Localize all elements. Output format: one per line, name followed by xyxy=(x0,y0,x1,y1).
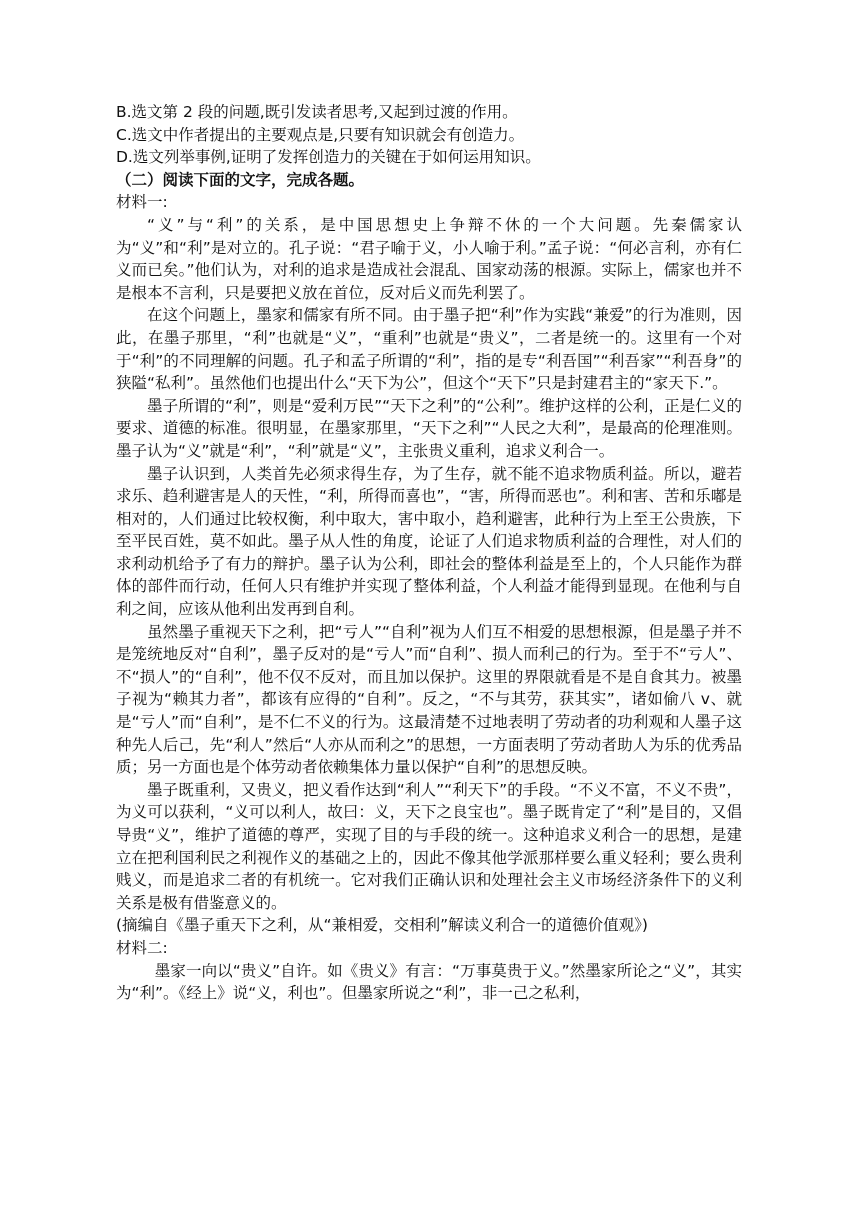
option-b-text: B.选文第 2 段的问题,既引发读者思考,又起到过渡的作用。 xyxy=(116,103,518,121)
material-2-paragraph-1: 墨家一向以“贵义”自许。如《贵义》有言：“万事莫贵于义。”然墨家所论之“义”，其实为“利”。《经上》说“义，利也”。但墨家所说之“利”，非一己之私利， xyxy=(116,961,742,1003)
material-1-label: 材料一: xyxy=(116,193,168,212)
option-d-text: D.选文列举事例,证明了发挥创造力的关键在于如何运用知识。 xyxy=(116,148,541,167)
section-heading: （二）阅读下面的文字，完成各题。 xyxy=(116,170,365,189)
material-1-citation: (摘编自《墨子重天下之利，从“兼相爱，交相利”解读义利合一的道德价值观》) xyxy=(116,916,648,935)
material-1-paragraph-5: 虽然墨子重视天下之利，把“亏人”“自利”视为人们互不相爱的思想根源，但是墨子并不是笼统地反对“自利”，墨子反对的是“亏人”而“自利”、损人而利己的行为。至于不“亏人”、不“损人”的“自利”，他不仅不反对，而且加以保护。这里的界限就看是不是自食其力。被墨子视为“赖其力者”，都该有应得的“自利”。反之，“不与其劳，获其实”，诸如偷八 v、就是“亏人”而“自利”，是不仁不义的行为。这最清楚不过地表明了劳动者的功利观和人墨子这种先人后己，先“利人”然后“人亦从而利之”的思想，一方面表明了劳动者助人为乐的优秀品质；另一方面也是个体劳动者依赖集体力量以保护“自利”的思想反映。 xyxy=(116,622,742,777)
option-c-text: C.选文中作者提出的主要观点是,只要有知识就会有创造力。 xyxy=(116,125,525,144)
document-body xyxy=(116,101,742,1005)
material-1-paragraph-2: 在这个问题上，墨家和儒家有所不同。由于墨子把“利”作为实践“兼爱”的行为准则，因此，在墨子那里，“利”也就是“义”，“重利”也就是“贵义”，二者是统一的。这里有一个对于“利”的不同理解的问题。孔子和孟子所谓的“利”，指的是专“利吾国”“利吾家”“利吾身”的狭隘“私利”。虽然他们也提出什么“天下为公”，但这个“天下”只是封建君主的“家天下.”。 xyxy=(116,306,742,393)
material-1-paragraph-4: 墨子认识到，人类首先必须求得生存，为了生存，就不能不追求物质利益。所以，避若求乐、趋利避害是人的天性，“利，所得而喜也”，“害，所得而恶也”。利和害、苦和乐嘟是相对的，人们通过比较权衡，利中取大，害中取小，趋利避害，此种行为上至王公贵族，下至平民百姓，莫不如此。墨子从人性的角度，论证了人们追求物质利益的合理性，对人们的求利动机给予了有力的辩护。墨子认为公利，即社会的整体利益是至上的，个人只能作为群体的部件而行动，任何人只有维护并实现了整体利益，个人利益才能得到显现。在他利与自利之间，应该从他利出发再到自利。 xyxy=(116,464,742,619)
material-2-label: 材料二: xyxy=(116,938,168,957)
material-1-paragraph-3: 墨子所谓的“利”，则是“爱利万民”“天下之利”的“公利”。维护这样的公利，正是仁义的要求、道德的标准。很明显，在墨家那里，“天下之利”“人民之大利”，是最高的伦理准则。墨子认为“义”就是“利”，“利”就是“义”，主张贵义重利，追求义利合一。 xyxy=(116,396,742,460)
material-1-paragraph-1: “义”与“利”的关系，是中国思想史上争辩不休的一个大问题。先秦儒家认为“义”和“利”是对立的。孔子说：“君子喻于义，小人喻于利。”孟子说：“何必言利，亦有仁义而已矣。”他们认为，对利的追求是造成社会混乱、国家动荡的根源。实际上，儒家也并不是根本不言利，只是要把义放在首位，反对后义而先利罢了。 xyxy=(116,215,742,302)
material-1-paragraph-6: 墨子既重利，又贵义，把义看作达到“利人”“利天下”的手段。“不义不富，不义不贵”，为义可以获利，“义可以利人，故曰：义，天下之良宝也”。墨子既肯定了“利”是目的，又倡导贵“义”，维护了道德的尊严，实现了目的与手段的统一。这种追求义利合一的思想，是建立在把利国利民之利视作义的基础之上的，因此不像其他学派那样要么重义轻利；要么贵利贱义，而是追求二者的有机统一。它对我们正确认识和处理社会主义市场经济条件下的义利关系是极有借鉴意义的。 xyxy=(116,780,742,912)
